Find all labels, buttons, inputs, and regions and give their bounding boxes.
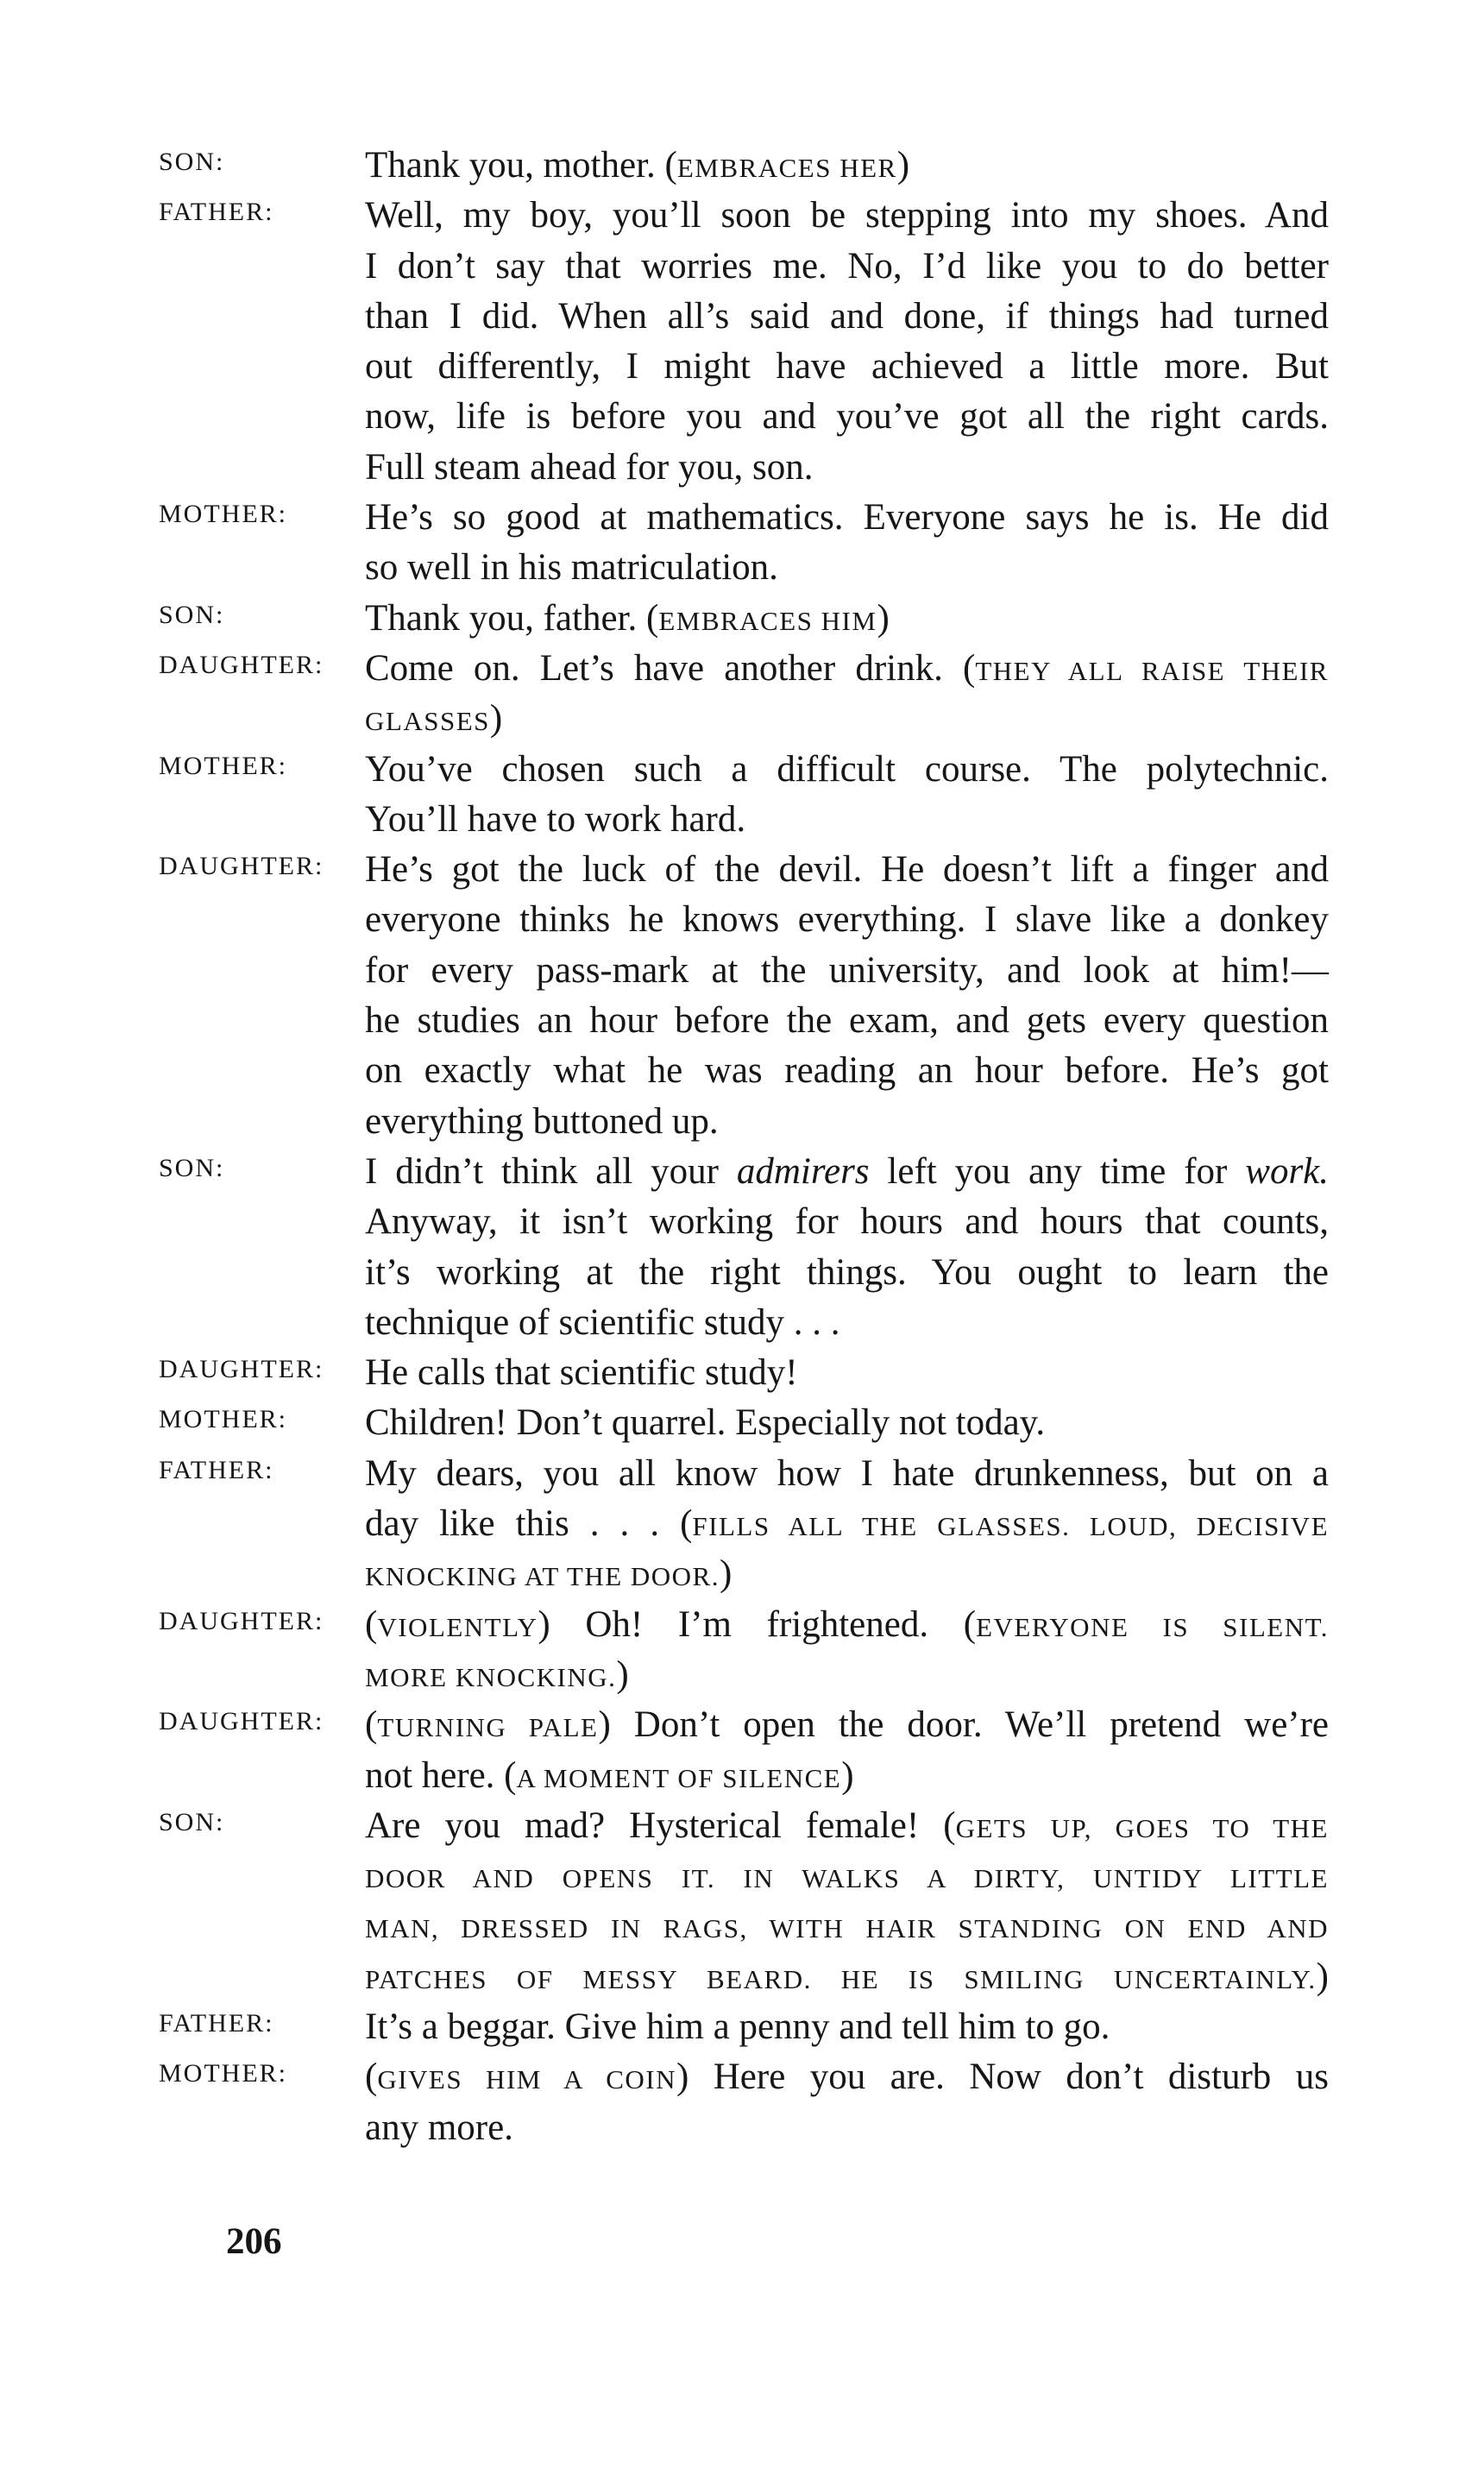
dialogue-fragment: Come on. Let’s have another drink. ( [365, 647, 976, 689]
script-line [159, 1099, 1332, 1150]
script-line [159, 1049, 1332, 1099]
dialogue-text [365, 948, 1329, 993]
dialogue-text [365, 696, 1329, 744]
dialogue-text [365, 445, 1329, 490]
dialogue-fragment: Well, my boy, you’ll soon be stepping into my shoes. And [365, 195, 1329, 236]
dialogue-fragment: I don’t say that worries me. No, I’d like you to do better [365, 245, 1329, 287]
dialogue-fragment: My dears, you all know how I hate drunkenness, but on a [365, 1452, 1329, 1494]
dialogue-fragment: ) [896, 145, 910, 186]
script-line [159, 696, 1332, 746]
dialogue-text [365, 596, 1329, 644]
script-line [159, 1200, 1332, 1250]
dialogue-text [365, 344, 1329, 389]
speaker-name: DAUGHTER: [159, 852, 324, 881]
speaker-name: DAUGHTER: [159, 1355, 324, 1384]
dialogue-text [365, 1754, 1329, 1801]
dialogue-fragment: ) [841, 1754, 854, 1796]
dialogue-fragment: ) Oh! I’m frightened. ( [538, 1603, 977, 1645]
stage-direction: MORE KNOCKING. [365, 1661, 617, 1692]
dialogue-fragment: than I did. When all’s said and done, if things had turned [365, 295, 1329, 337]
dialogue-fragment: Anyway, it isn’t working for hours and hours that counts, [365, 1201, 1329, 1243]
play-script [159, 143, 1332, 2156]
dialogue-fragment: out differently, I might have achieved a little more. But [365, 346, 1329, 387]
page-number: 206 [226, 2221, 282, 2262]
dialogue-text [365, 495, 1329, 540]
script-line [159, 344, 1332, 394]
dialogue-fragment: ) [877, 597, 890, 639]
dialogue-text [365, 1351, 1329, 1395]
dialogue-fragment: ) Don’t open the door. We’ll pretend we’re [598, 1704, 1330, 1746]
script-line [159, 1904, 1332, 1954]
dialogue-text [365, 1250, 1329, 1295]
dialogue-fragment: Thank you, mother. ( [365, 145, 677, 186]
script-line [159, 143, 1332, 193]
dialogue-text [365, 1150, 1329, 1194]
dialogue-text [365, 1049, 1329, 1093]
script-line [159, 1653, 1332, 1703]
script-line [159, 1351, 1332, 1401]
speaker-name: MOTHER: [159, 751, 287, 780]
stage-direction: EMBRACES HIM [658, 605, 877, 636]
dialogue-text [365, 394, 1329, 439]
dialogue-fragment: ) [616, 1653, 629, 1695]
script-line [159, 948, 1332, 998]
script-line [159, 596, 1332, 646]
script-line [159, 1955, 1332, 2005]
dialogue-fragment: I didn’t think all your [365, 1150, 737, 1192]
dialogue-text [365, 143, 1329, 191]
dialogue-text [365, 898, 1329, 942]
stage-direction: DOOR AND OPENS IT. IN WALKS A DIRTY, UNTIDY LITTLE [365, 1863, 1329, 1894]
dialogue-fragment: it’s working at the right things. You ought to learn the [365, 1251, 1329, 1293]
dialogue-fragment: You’ll have to work hard. [365, 798, 746, 840]
script-line [159, 1502, 1332, 1552]
script-line [159, 646, 1332, 696]
dialogue-text [365, 1099, 1329, 1144]
dialogue-fragment: He’s got the luck of the devil. He doesn’t lift a finger and [365, 849, 1329, 891]
script-line [159, 2106, 1332, 2156]
stage-direction: KNOCKING AT THE DOOR. [365, 1561, 720, 1592]
dialogue-text [365, 998, 1329, 1043]
dialogue-text [365, 1854, 1329, 1901]
dialogue-fragment: now, life is before you and you’ve got all the right cards. [365, 396, 1329, 438]
speaker-name: DAUGHTER: [159, 1707, 324, 1736]
dialogue-fragment: ( [365, 2057, 378, 2098]
dialogue-fragment: not here. ( [365, 1754, 517, 1796]
dialogue-text [365, 1301, 1329, 1345]
dialogue-text [365, 1401, 1329, 1446]
script-line [159, 495, 1332, 545]
speaker-name: SON: [159, 1807, 225, 1836]
dialogue-text [365, 1904, 1329, 1951]
dialogue-fragment: ) Here you are. Now don’t disturb us [676, 2057, 1329, 2098]
script-line [159, 1854, 1332, 1904]
dialogue-text [365, 747, 1329, 792]
script-line [159, 1804, 1332, 1854]
emphasis-text: admirers [736, 1150, 870, 1192]
dialogue-fragment: for every pass-mark at the university, and look at him!— [365, 949, 1329, 991]
dialogue-text [365, 1804, 1329, 1851]
dialogue-fragment: everything buttoned up. [365, 1100, 719, 1142]
stage-direction: VIOLENTLY [377, 1611, 538, 1642]
dialogue-fragment: ) [489, 698, 503, 740]
script-line [159, 294, 1332, 344]
script-line [159, 1452, 1332, 1502]
dialogue-text [365, 797, 1329, 842]
dialogue-fragment: He calls that scientific study! [365, 1352, 798, 1394]
dialogue-text [365, 1552, 1329, 1599]
dialogue-text [365, 1452, 1329, 1496]
speaker-name: MOTHER: [159, 2059, 287, 2088]
script-line [159, 2055, 1332, 2105]
script-line [159, 1301, 1332, 1351]
script-line [159, 797, 1332, 847]
dialogue-fragment: he studies an hour before the exam, and gets every question [365, 1000, 1329, 1042]
speaker-name: DAUGHTER: [159, 1606, 324, 1635]
dialogue-text [365, 193, 1329, 238]
dialogue-fragment: Children! Don’t quarrel. Especially not today. [365, 1402, 1046, 1444]
script-line [159, 1552, 1332, 1602]
dialogue-text [365, 1603, 1329, 1650]
script-line [159, 1150, 1332, 1200]
script-line [159, 545, 1332, 595]
dialogue-fragment: everyone thinks he knows everything. I slave like a donkey [365, 899, 1329, 941]
dialogue-text [365, 2055, 1329, 2102]
dialogue-text [365, 646, 1329, 694]
speaker-name: SON: [159, 600, 225, 629]
dialogue-fragment: technique of scientific study . . . [365, 1301, 840, 1343]
emphasis-text: work. [1245, 1150, 1330, 1192]
speaker-name: MOTHER: [159, 1405, 287, 1434]
stage-direction: GIVES HIM A COIN [377, 2064, 676, 2095]
script-line [159, 1754, 1332, 1804]
stage-direction: EMBRACES HER [676, 153, 897, 183]
speaker-name: SON: [159, 1153, 225, 1182]
dialogue-fragment: ( [365, 1603, 378, 1645]
script-line [159, 244, 1332, 294]
dialogue-text [365, 847, 1329, 892]
dialogue-fragment: Are you mad? Hysterical female! ( [365, 1805, 956, 1846]
dialogue-fragment: so well in his matriculation. [365, 547, 778, 589]
dialogue-fragment: on exactly what he was reading an hour before. He’s got [365, 1050, 1329, 1092]
dialogue-text [365, 1200, 1329, 1244]
dialogue-fragment: He’s so good at mathematics. Everyone says he is. He did [365, 497, 1329, 539]
script-line [159, 1250, 1332, 1301]
speaker-name: DAUGHTER: [159, 650, 324, 679]
stage-direction: A MOMENT OF SILENCE [516, 1762, 842, 1793]
dialogue-fragment: Thank you, father. ( [365, 597, 659, 639]
speaker-name: MOTHER: [159, 500, 287, 529]
dialogue-fragment: ( [365, 1704, 378, 1746]
speaker-name: FATHER: [159, 198, 274, 227]
dialogue-text [365, 1502, 1329, 1549]
dialogue-fragment: any more. [365, 2107, 513, 2148]
dialogue-fragment: day like this . . . ( [365, 1503, 693, 1545]
speaker-name: FATHER: [159, 1455, 274, 1484]
script-line [159, 1401, 1332, 1451]
speaker-name: SON: [159, 148, 225, 176]
dialogue-text [365, 2106, 1329, 2151]
dialogue-text [365, 545, 1329, 590]
dialogue-text [365, 1703, 1329, 1750]
script-line [159, 2005, 1332, 2055]
dialogue-text [365, 2005, 1329, 2050]
stage-direction: PATCHES OF MESSY BEARD. HE IS SMILING UNCERTAINLY. [365, 1963, 1317, 1994]
script-line [159, 1703, 1332, 1753]
stage-direction: MAN, DRESSED IN RAGS, WITH HAIR STANDING ON END AND [365, 1913, 1329, 1944]
stage-direction: TURNING PALE [377, 1712, 599, 1743]
script-line [159, 193, 1332, 243]
script-line [159, 747, 1332, 797]
dialogue-fragment: left you any time for [869, 1150, 1246, 1192]
dialogue-text [365, 1653, 1329, 1700]
stage-direction: THEY ALL RAISE THEIR [975, 655, 1329, 686]
dialogue-fragment: ) [719, 1553, 733, 1595]
dialogue-fragment: Full steam ahead for you, son. [365, 446, 814, 488]
script-line [159, 847, 1332, 898]
dialogue-fragment: You’ve chosen such a difficult course. The polytechnic. [365, 748, 1329, 790]
dialogue-text [365, 244, 1329, 289]
dialogue-fragment: It’s a beggar. Give him a penny and tell him to go. [365, 2006, 1110, 2047]
script-line [159, 898, 1332, 948]
dialogue-text [365, 294, 1329, 339]
stage-direction: EVERYONE IS SILENT. [976, 1611, 1329, 1642]
script-line [159, 445, 1332, 495]
script-line [159, 394, 1332, 444]
dialogue-fragment: ) [1316, 1956, 1329, 1997]
stage-direction: GETS UP, GOES TO THE [955, 1812, 1329, 1843]
speaker-name: FATHER: [159, 2008, 274, 2038]
script-line [159, 998, 1332, 1049]
stage-direction: FILLS ALL THE GLASSES. LOUD, DECISIVE [692, 1511, 1330, 1542]
dialogue-text [365, 1955, 1329, 2002]
script-line [159, 1603, 1332, 1653]
stage-direction: GLASSES [365, 706, 490, 737]
